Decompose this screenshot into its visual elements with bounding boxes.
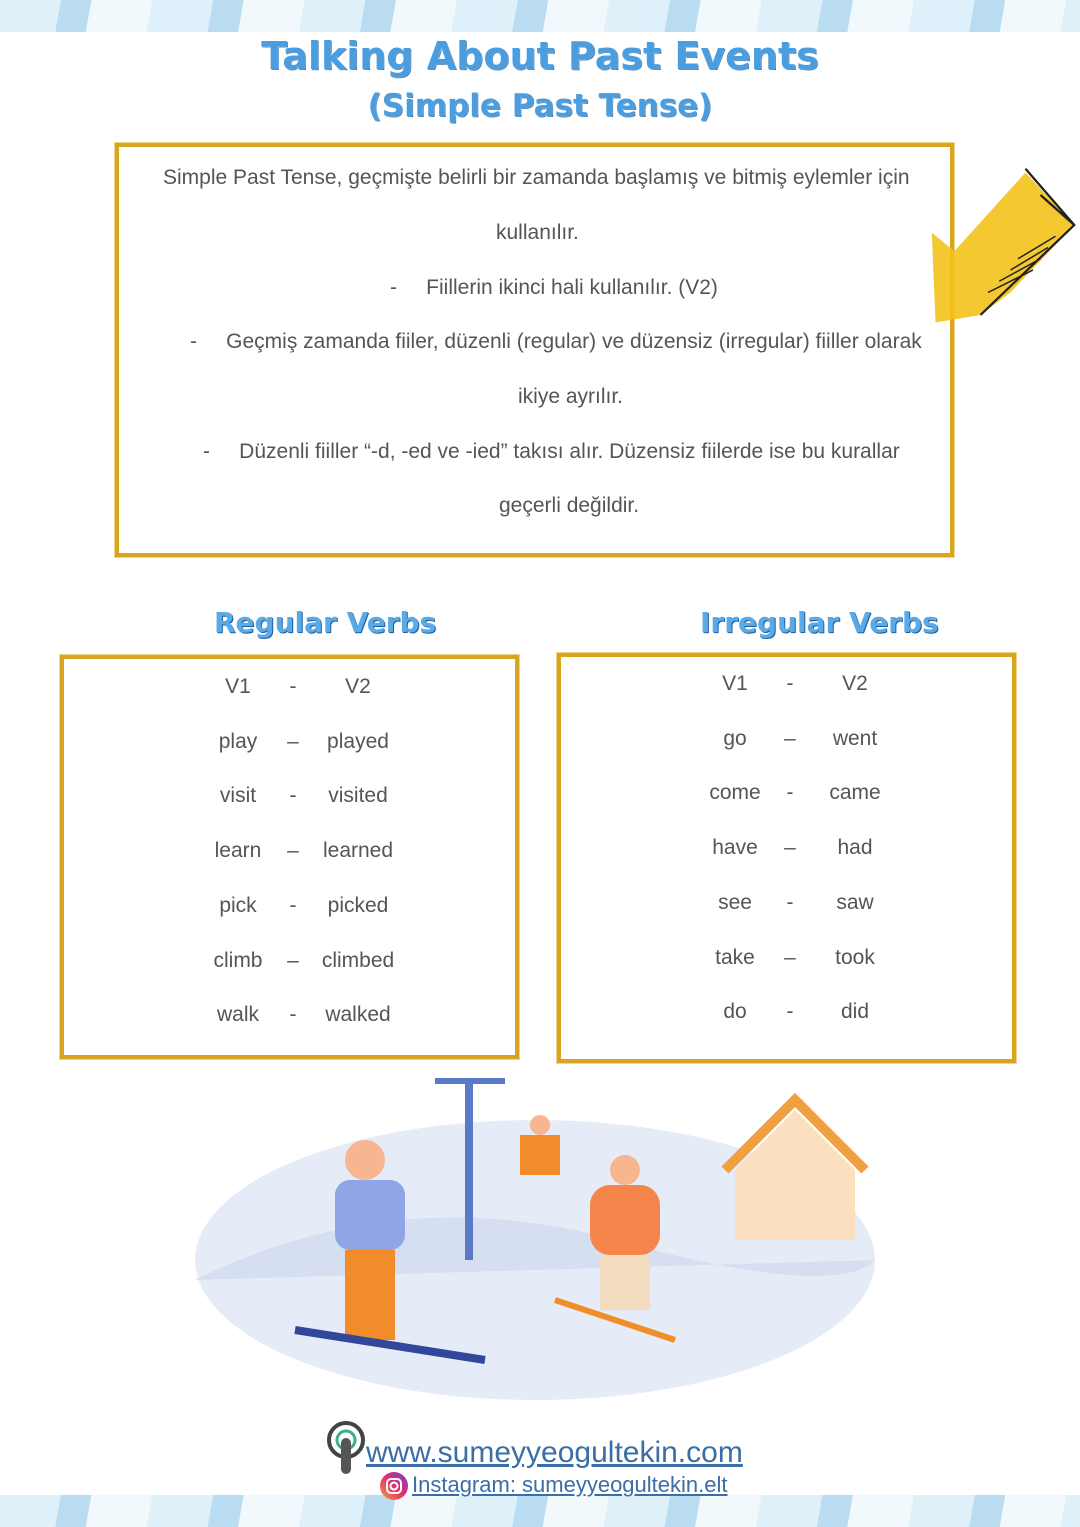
verb-v2: picked xyxy=(327,893,389,917)
verb-separator: - xyxy=(786,781,794,805)
regular-verbs-heading: Regular Verbs xyxy=(214,606,437,639)
verb-v2: took xyxy=(835,945,875,969)
verb-v2: did xyxy=(840,1000,870,1024)
verb-separator: – xyxy=(287,839,299,863)
verb-separator: - xyxy=(289,675,297,698)
verb-row xyxy=(700,836,900,860)
verb-v1: climb xyxy=(213,948,263,972)
verb-v2: had xyxy=(837,836,873,860)
page-subtitle: (Simple Past Tense) xyxy=(367,88,713,124)
bottom-decoration xyxy=(0,1495,1080,1527)
verb-v1: play xyxy=(218,729,258,753)
intro-line: - Fiillerin ikinci hali kullanılır. (V2) xyxy=(390,276,718,299)
verb-row xyxy=(203,894,403,918)
intro-line: Simple Past Tense, geçmişte belirli bir zamanda başlamış ve bitmiş eylemler için xyxy=(163,166,910,189)
verb-v1: see xyxy=(718,890,752,914)
verb-v2: climbed xyxy=(321,948,395,972)
verb-v1: walk xyxy=(216,1003,259,1027)
verb-separator: – xyxy=(287,729,299,753)
verb-row xyxy=(203,784,403,808)
verb-v1: take xyxy=(715,945,755,969)
verb-v2: learned xyxy=(322,839,394,863)
intro-line: - Geçmiş zamanda fiiler, düzenli (regular) ve düzensiz (irregular) fiiller olarak xyxy=(190,330,922,353)
verb-v1: go xyxy=(723,726,747,750)
verb-separator: - xyxy=(786,890,794,914)
website-link[interactable]: www.sumeyyeogultekin.com xyxy=(366,1436,743,1469)
verb-row xyxy=(203,730,403,754)
verb-row xyxy=(700,727,900,751)
verb-v2: V2 xyxy=(345,675,371,698)
verb-v1: have xyxy=(712,836,758,860)
verb-separator: - xyxy=(786,1000,794,1024)
verb-v1: visit xyxy=(219,784,257,808)
verb-v2: V2 xyxy=(842,672,868,695)
verb-row xyxy=(203,949,403,973)
verb-v2: saw xyxy=(836,890,874,914)
verb-v2: played xyxy=(327,729,389,753)
verb-separator: - xyxy=(289,1003,297,1027)
verb-v2: walked xyxy=(325,1003,391,1027)
verb-row xyxy=(700,891,900,915)
intro-line: geçerli değildir. xyxy=(499,494,640,517)
verb-separator: – xyxy=(784,945,796,969)
intro-line: ikiye ayrılır. xyxy=(518,385,624,408)
skiing-illustration xyxy=(195,1060,875,1400)
verb-separator: - xyxy=(289,784,297,808)
verb-row xyxy=(700,1000,900,1024)
intro-line: kullanılır. xyxy=(496,221,579,244)
verb-v1: come xyxy=(709,781,761,805)
verb-separator: – xyxy=(784,836,796,860)
top-decoration xyxy=(0,0,1080,32)
verb-v2: came xyxy=(829,781,881,805)
verb-separator: - xyxy=(289,893,297,917)
instagram-icon xyxy=(380,1472,408,1500)
verb-row xyxy=(700,672,900,696)
verb-row xyxy=(203,1003,403,1027)
verb-row xyxy=(203,675,403,699)
irregular-verbs-heading: Irregular Verbs xyxy=(700,606,939,639)
touch-link-icon xyxy=(326,1420,370,1478)
arrow-icon xyxy=(928,165,1078,330)
page-title: Talking About Past Events xyxy=(261,34,819,78)
verb-v2: went xyxy=(832,726,878,750)
verb-v1: pick xyxy=(219,893,257,917)
verb-separator: – xyxy=(784,726,796,750)
intro-line: - Düzenli fiiller “-d, -ed ve -ied” takısı alır. Düzensiz fiilerde ise bu kurallar xyxy=(203,440,900,463)
verb-row xyxy=(700,781,900,805)
verb-v1: V1 xyxy=(225,675,251,698)
verb-row xyxy=(203,839,403,863)
verb-v1: V1 xyxy=(722,672,748,695)
verb-v1: do xyxy=(723,1000,747,1024)
verb-separator: – xyxy=(287,948,299,972)
verb-v2: visited xyxy=(328,784,388,808)
verb-separator: - xyxy=(786,672,794,695)
verb-v1: learn xyxy=(214,839,262,863)
verb-row xyxy=(700,946,900,970)
instagram-link[interactable]: Instagram: sumeyyeogultekin.elt xyxy=(412,1472,728,1497)
